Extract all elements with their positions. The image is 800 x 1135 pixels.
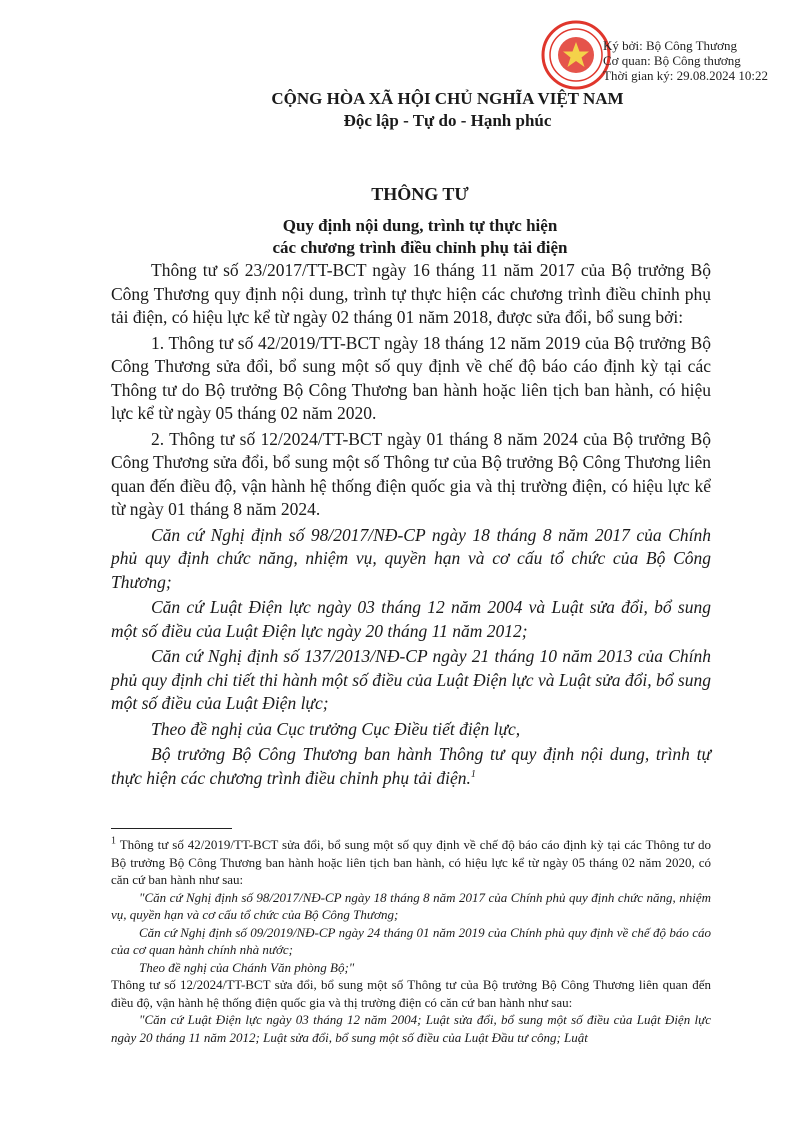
signing-agency: Cơ quan: Bộ Công thương — [603, 53, 741, 68]
document-subject-line1: Quy định nội dung, trình tự thực hiện — [282, 216, 558, 235]
intro-paragraph: Thông tư số 23/2017/TT-BCT ngày 16 tháng 11 năm 2017 của Bộ trưởng Bộ Công Thương quy định nội dung, trình tự thực hiện các chương trình điều chỉnh phụ tải điện, có hiệu lực kể từ ngày 02 tháng 01 năm 2018, được sửa đổi, bổ sung bởi: — [111, 260, 711, 327]
amendment-1: 1. Thông tư số 42/2019/TT-BCT ngày 18 tháng 12 năm 2019 của Bộ trưởng Bộ Công Thương sửa đổi, bổ sung một số quy định về chế độ báo cáo định kỳ tại các Thông tư do Bộ trưởng Bộ Công Thương ban hành hoặc liên tịch ban hành, có hiệu lực kể từ ngày 05 tháng 02 năm 2020. — [111, 332, 711, 423]
document-subject-line2: các chương trình điều chỉnh phụ tải điện — [272, 238, 568, 257]
legal-basis-3: Căn cứ Nghị định số 137/2013/NĐ-CP ngày 21 tháng 10 năm 2013 của Chính phủ quy định chi tiết thi hành một số điều của Luật Điện lực và Luật sửa đổi, bổ sung một số điều của Luật Điện lực; — [111, 646, 711, 713]
footnote-divider — [111, 828, 232, 829]
footnotes — [111, 836, 711, 1046]
footnote-1-quote-1: "Căn cứ Nghị định số 98/2017/NĐ-CP ngày 18 tháng 8 năm 2017 của Chính phủ quy định chức năng, nhiệm vụ, quyền hạn và cơ cấu tổ chức của Bộ Công Thương; — [111, 889, 711, 922]
footnote-1-quote-3: Theo đề nghị của Chánh Văn phòng Bộ;" — [139, 959, 355, 975]
signed-by: Ký bởi: Bộ Công Thương — [603, 38, 737, 53]
footnote-2: Thông tư số 12/2024/TT-BCT sửa đổi, bổ sung một số Thông tư của Bộ trưởng Bộ Công Thương liên quan đến điều độ, vận hành hệ thống điện quốc gia và thị trường điện có căn cứ ban hành như sau: — [111, 977, 711, 1010]
footnote-marker: 1 — [111, 835, 116, 847]
digital-signature-block — [603, 38, 800, 83]
national-emblem-seal-icon — [541, 20, 611, 90]
national-motto: Độc lập - Tự do - Hạnh phúc — [343, 111, 552, 130]
footnote-1-quote-2: Căn cứ Nghị định số 09/2019/NĐ-CP ngày 24 tháng 01 năm 2019 của Chính phủ quy định về chế độ báo cáo của cơ quan hành chính nhà nước; — [111, 924, 711, 957]
legal-basis-2: Căn cứ Luật Điện lực ngày 03 tháng 12 năm 2004 và Luật sửa đổi, bổ sung một số điều của Luật Điện lực ngày 20 tháng 11 năm 2012; — [111, 597, 711, 641]
signing-time: Thời gian ký: 29.08.2024 10:22 — [603, 68, 769, 83]
legal-basis-1: Căn cứ Nghị định số 98/2017/NĐ-CP ngày 18 tháng 8 năm 2017 của Chính phủ quy định chức năng, nhiệm vụ, quyền hạn và cơ cấu tổ chức của Bộ Công Thương; — [111, 524, 711, 592]
footnote-1-text: Thông tư số 42/2019/TT-BCT sửa đổi, bổ sung một số quy định về chế độ báo cáo định kỳ tại các Thông tư do Bộ trưởng Bộ Công Thương ban hành hoặc liên tịch ban hành, có hiệu lực kể từ ngày 05 tháng 02 năm 2020, có căn cứ ban hành như sau: — [111, 837, 711, 887]
national-title: CỘNG HÒA XÃ HỘI CHỦ NGHĨA VIỆT NAM — [271, 89, 624, 108]
document-body — [111, 259, 711, 792]
promulgation-text: Bộ trưởng Bộ Công Thương ban hành Thông tư quy định nội dung, trình tự thực hiện các chương trình điều chỉnh phụ tải điện. — [111, 744, 711, 788]
footnote-reference: 1 — [470, 768, 476, 780]
promulgation-paragraph — [111, 743, 711, 790]
amendment-2: 2. Thông tư số 12/2024/TT-BCT ngày 01 tháng 8 năm 2024 của Bộ trưởng Bộ Công Thương sửa đổi, bổ sung một số Thông tư của Bộ trưởng Bộ Công Thương liên quan đến điều độ, vận hành hệ thống điện quốc gia và thị trường điện, có hiệu lực kể từ ngày 01 tháng 8 năm 2024. — [111, 428, 711, 519]
footnote-1 — [111, 836, 711, 889]
footnote-2-quote-1: "Căn cứ Luật Điện lực ngày 03 tháng 12 năm 2004; Luật sửa đổi, bổ sung một số điều của Luật Điện lực ngày 20 tháng 11 năm 2012; Luật sửa đổi, bổ sung một số điều của Luật Đầu tư công; Luật — [111, 1012, 711, 1045]
document-type: THÔNG TƯ — [371, 184, 469, 204]
proposal-line: Theo đề nghị của Cục trưởng Cục Điều tiết điện lực, — [151, 718, 521, 739]
